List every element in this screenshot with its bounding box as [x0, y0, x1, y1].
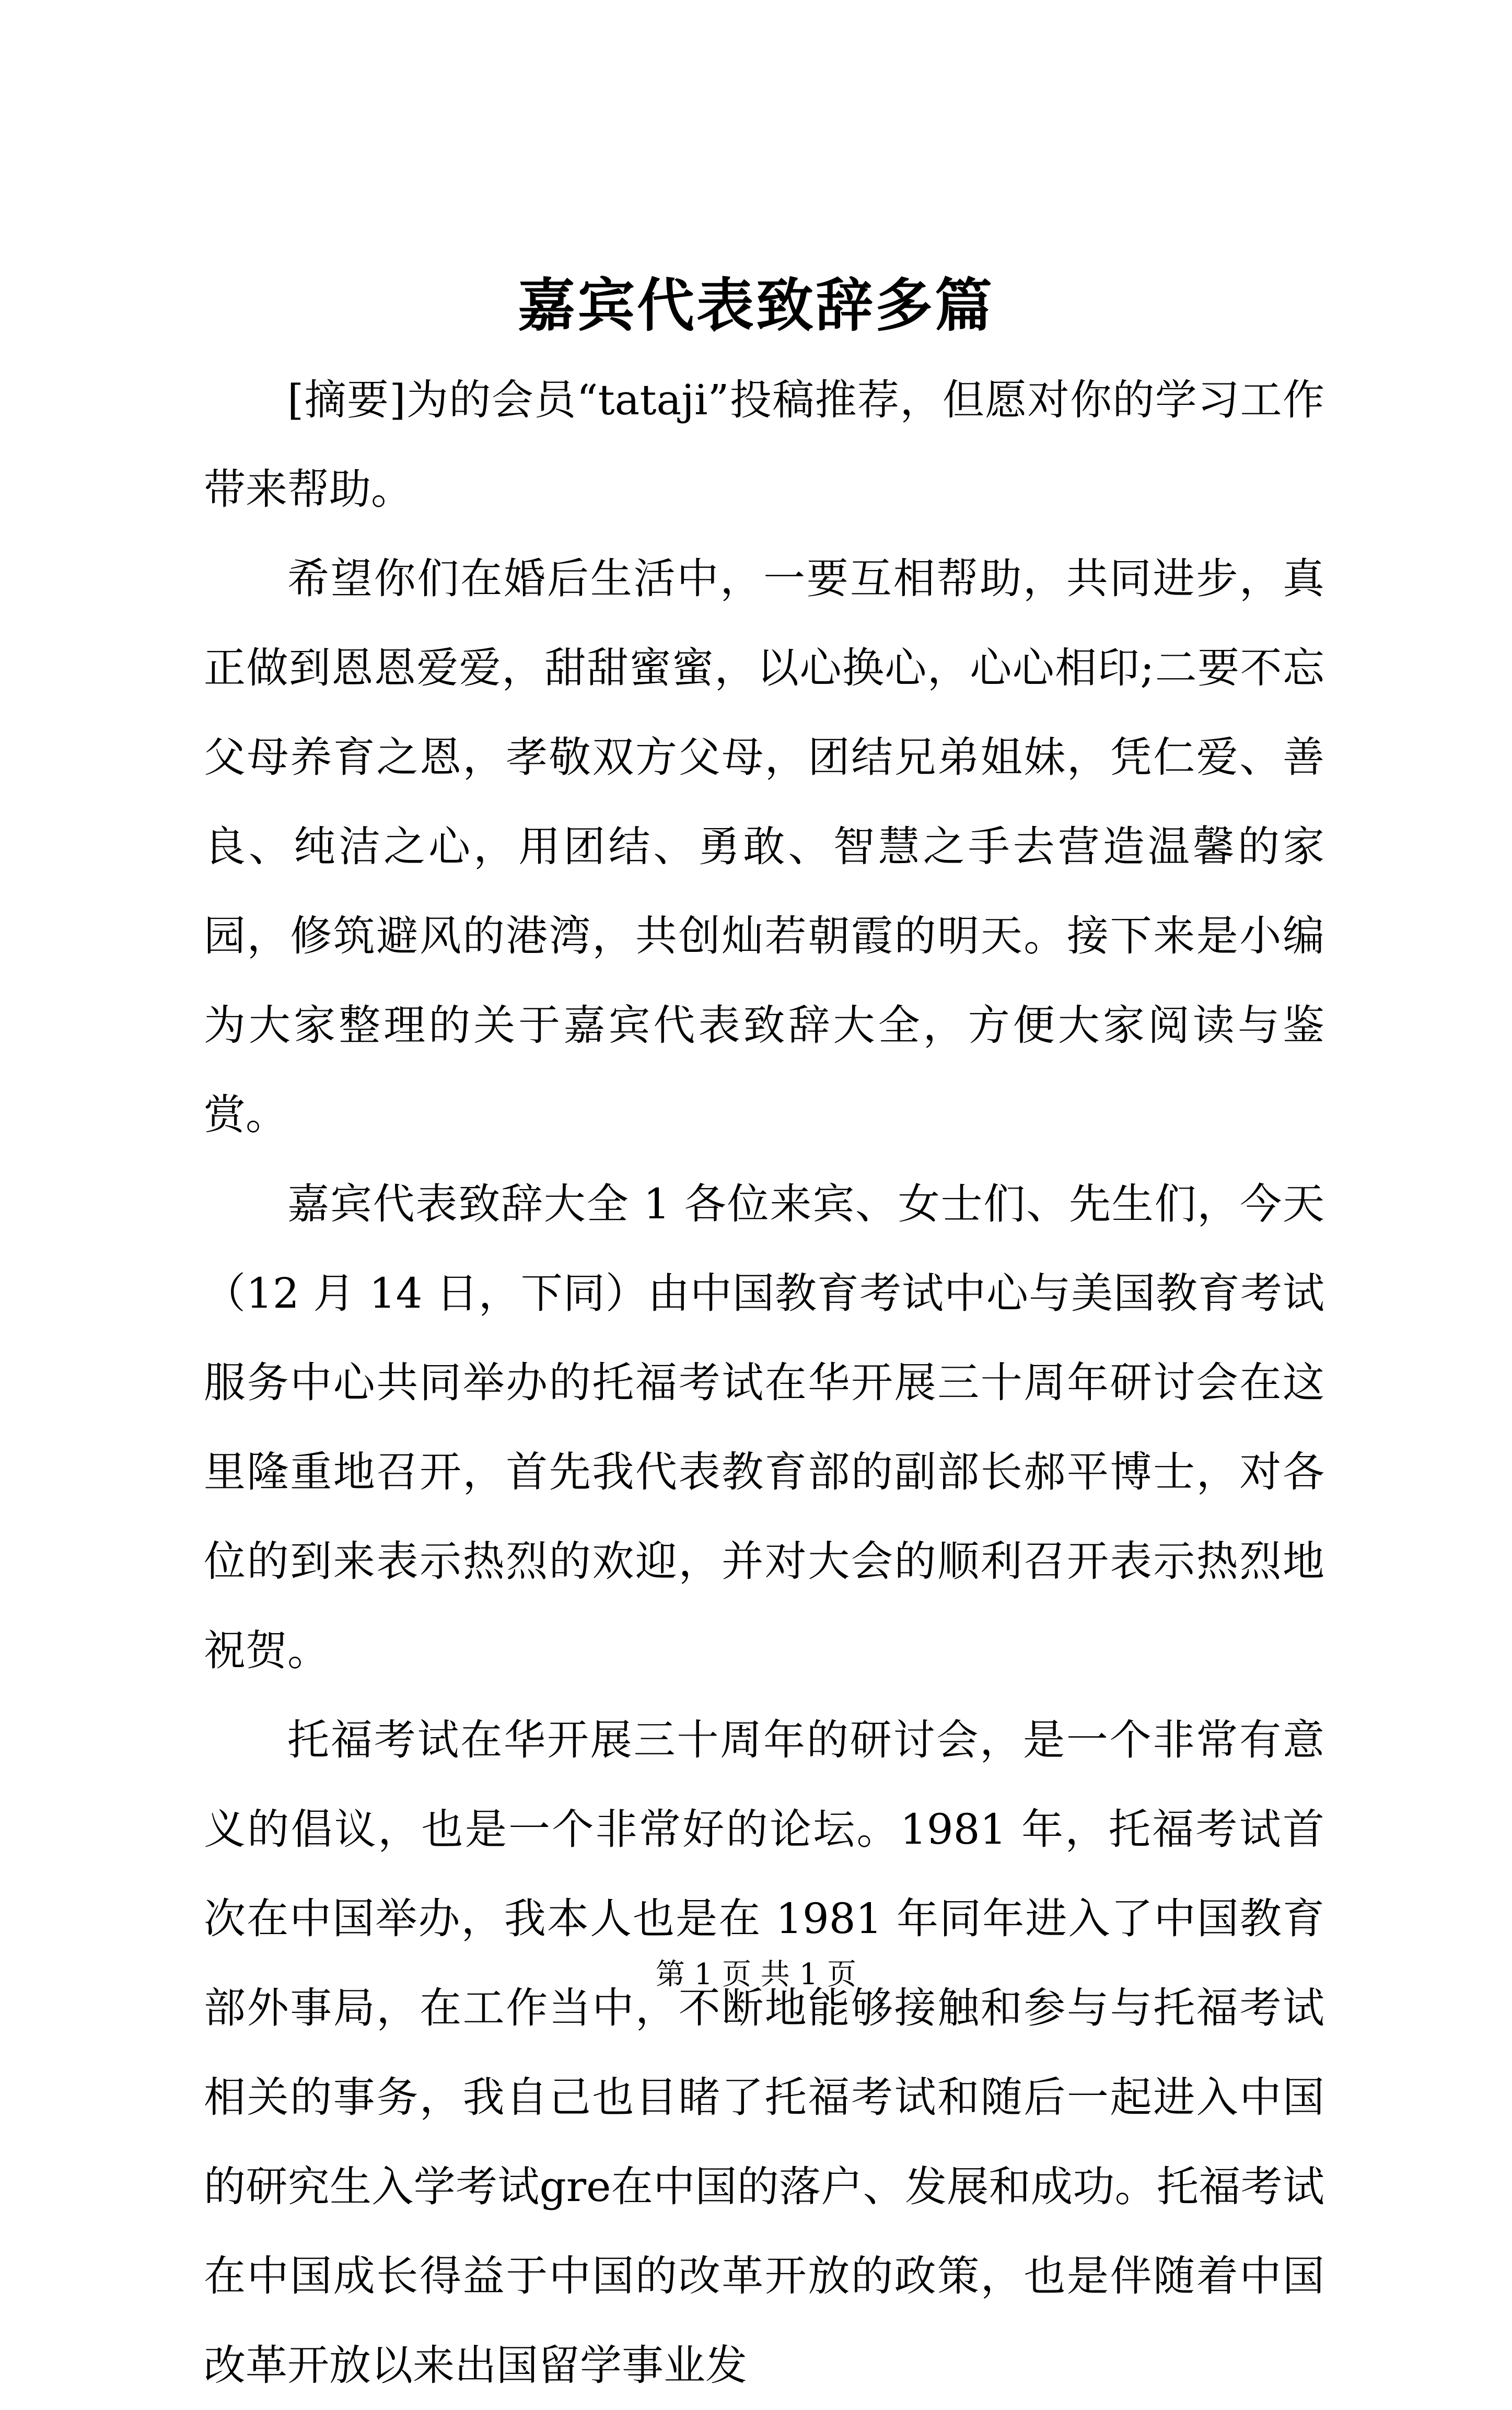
document-title: 嘉宾代表致辞多篇 [518, 272, 994, 339]
paragraph-wishes: 希望你们在婚后生活中，一要互相帮助，共同进步，真正做到恩恩爱爱，甜甜蜜蜜，以心换心，心心相印;二要不忘父母养育之恩，孝敬双方父母，团结兄弟姐妹，凭仁爱、善良、纯洁之心，用团结、勇敢、智慧之手去营造温馨的家园，修筑避风的港湾，共创灿若朝霞的明天。接下来是小编为大家整理的关于嘉宾代表致辞大全，方便大家阅读与鉴赏。 [204, 554, 1324, 1139]
paragraph-toefl: 托福考试在华开展三十周年的研讨会，是一个非常有意义的倡议，也是一个非常好的论坛。1981 年，托福考试首次在中国举办，我本人也是在 1981 年同年进入了中国教育部外事局，在工作当中，不断地能够接触和参与与托福考试相关的事务，我自己也目睹了托福考试和随后一起进入中国的研究生入学考试gre在中国的落户、发展和成功。托福考试在中国成长得益于中国的改革开放的政策，也是伴随着中国改革开放以来出国留学事业发 [204, 1716, 1324, 2390]
page-footer: 第 1 页 共 1 页 [655, 1958, 857, 1992]
paragraph-abstract: [摘要]为的会员“tataji”投稿推荐，但愿对你的学习工作带来帮助。 [204, 376, 1324, 514]
paragraph-speech-1: 嘉宾代表致辞大全 1 各位来宾、女士们、先生们，今天（12 月 14 日，下同）由中国教育考试中心与美国教育考试服务中心共同举办的托福考试在华开展三十周年研讨会在这里隆重地召开，首先我代表教育部的副部长郝平博士，对各位的到来表示热烈的欢迎，并对大会的顺利召开表示热烈地祝贺。 [204, 1180, 1324, 1675]
document-body [204, 355, 1324, 2410]
